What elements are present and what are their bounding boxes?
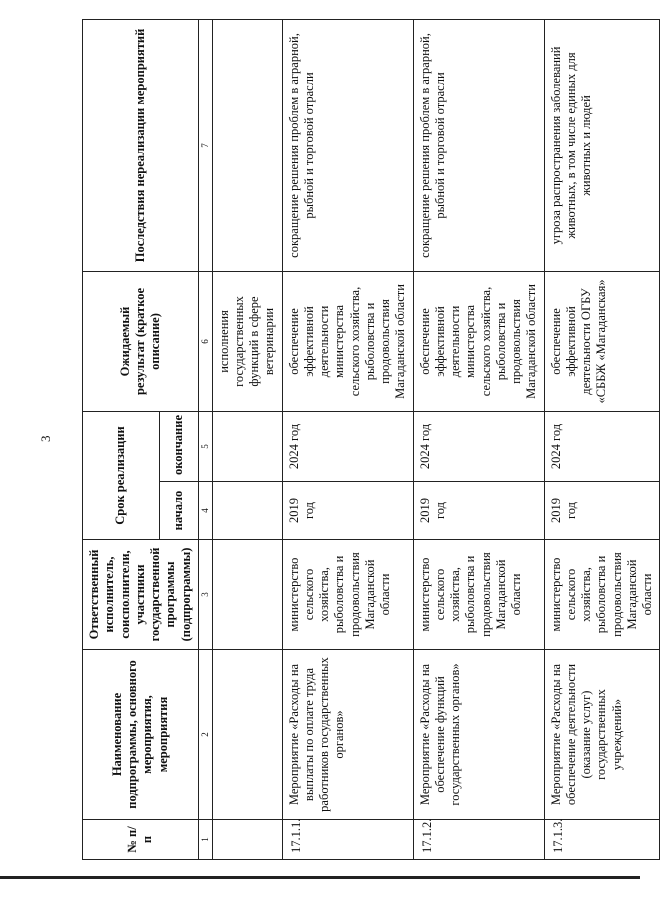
row-result: обеспечение эффективной деятельности министерства сельского хозяйства, рыболовства и продовольствия Магаданской области xyxy=(413,271,544,411)
col-number: 2 xyxy=(198,650,212,820)
col-number: 7 xyxy=(198,19,212,271)
row-num: 17.1.1. xyxy=(282,820,413,860)
col-number: 1 xyxy=(198,820,212,860)
table-row xyxy=(544,19,660,859)
page-bottom-rule xyxy=(0,876,640,879)
header-responsible: Ответственный исполнитель, соисполнители, участники государственной программы (подпрограммы) xyxy=(83,540,199,650)
row-responsible: министерство сельского хозяйства, рыболовства и продовольствия Магаданской области xyxy=(282,540,413,650)
header-period: Срок реализации xyxy=(83,411,160,539)
row-responsible: министерство сельского хозяйства, рыболовства и продовольствия Магаданской области xyxy=(544,540,660,650)
header-result: Ожидаемый результат (краткое описание) xyxy=(83,271,199,411)
rotated-table-container xyxy=(82,20,655,860)
col-number: 3 xyxy=(198,540,212,650)
row-consequences: сокращение решения проблем в аграрной, рыбной и торговой отрасли xyxy=(413,19,544,271)
table-row xyxy=(212,19,282,859)
row-result: обеспечение эффективной деятельности министерства сельского хозяйства, рыболовства и продовольствия Магаданской области xyxy=(282,271,413,411)
col-number: 6 xyxy=(198,271,212,411)
header-consequences: Последствия нереализации мероприятий xyxy=(83,19,199,271)
header-end: окончание xyxy=(159,411,198,481)
row-end: 2024 год xyxy=(282,411,413,481)
row-consequences xyxy=(212,19,282,271)
col-number: 4 xyxy=(198,482,212,540)
row-num xyxy=(212,820,282,860)
row-end: 2024 год xyxy=(413,411,544,481)
row-consequences: угроза распространения заболеваний животных, в том числе единых для животных и людей xyxy=(544,19,660,271)
row-responsible: министерство сельского хозяйства, рыболовства и продовольствия Магаданской области xyxy=(413,540,544,650)
row-start: 2019 год xyxy=(413,482,544,540)
row-start: 2019 год xyxy=(282,482,413,540)
row-end xyxy=(212,411,282,481)
column-number-row xyxy=(198,19,212,859)
row-start xyxy=(212,482,282,540)
row-result: обеспечение эффективной деятельности ОГБУ «СББЖ «Магаданская» xyxy=(544,271,660,411)
table-row xyxy=(282,19,413,859)
row-name xyxy=(212,650,282,820)
row-name: Мероприятие «Расходы на обеспечение деятельности (оказание услуг) государственных учреждений» xyxy=(544,650,660,820)
row-start: 2019 год xyxy=(544,482,660,540)
row-name: Мероприятие «Расходы на обеспечение функций государственных органов» xyxy=(413,650,544,820)
header-row xyxy=(83,19,160,859)
row-consequences: сокращение решения проблем в аграрной, рыбной и торговой отрасли xyxy=(282,19,413,271)
header-start: начало xyxy=(159,482,198,540)
row-num: 17.1.2. xyxy=(413,820,544,860)
row-end: 2024 год xyxy=(544,411,660,481)
table-row xyxy=(413,19,544,859)
page-number: 3 xyxy=(38,435,53,442)
row-name: Мероприятие «Расходы на выплаты по оплате труда работников государственных органов» xyxy=(282,650,413,820)
row-result: исполнения государственных функций в сфере ветеринарии xyxy=(212,271,282,411)
header-num: № п/п xyxy=(83,820,199,860)
col-number: 5 xyxy=(198,411,212,481)
program-measures-table xyxy=(82,19,660,860)
header-name: Наименование подпрограммы, основного мероприятия, мероприятия xyxy=(83,650,199,820)
row-num: 17.1.3. xyxy=(544,820,660,860)
row-responsible xyxy=(212,540,282,650)
